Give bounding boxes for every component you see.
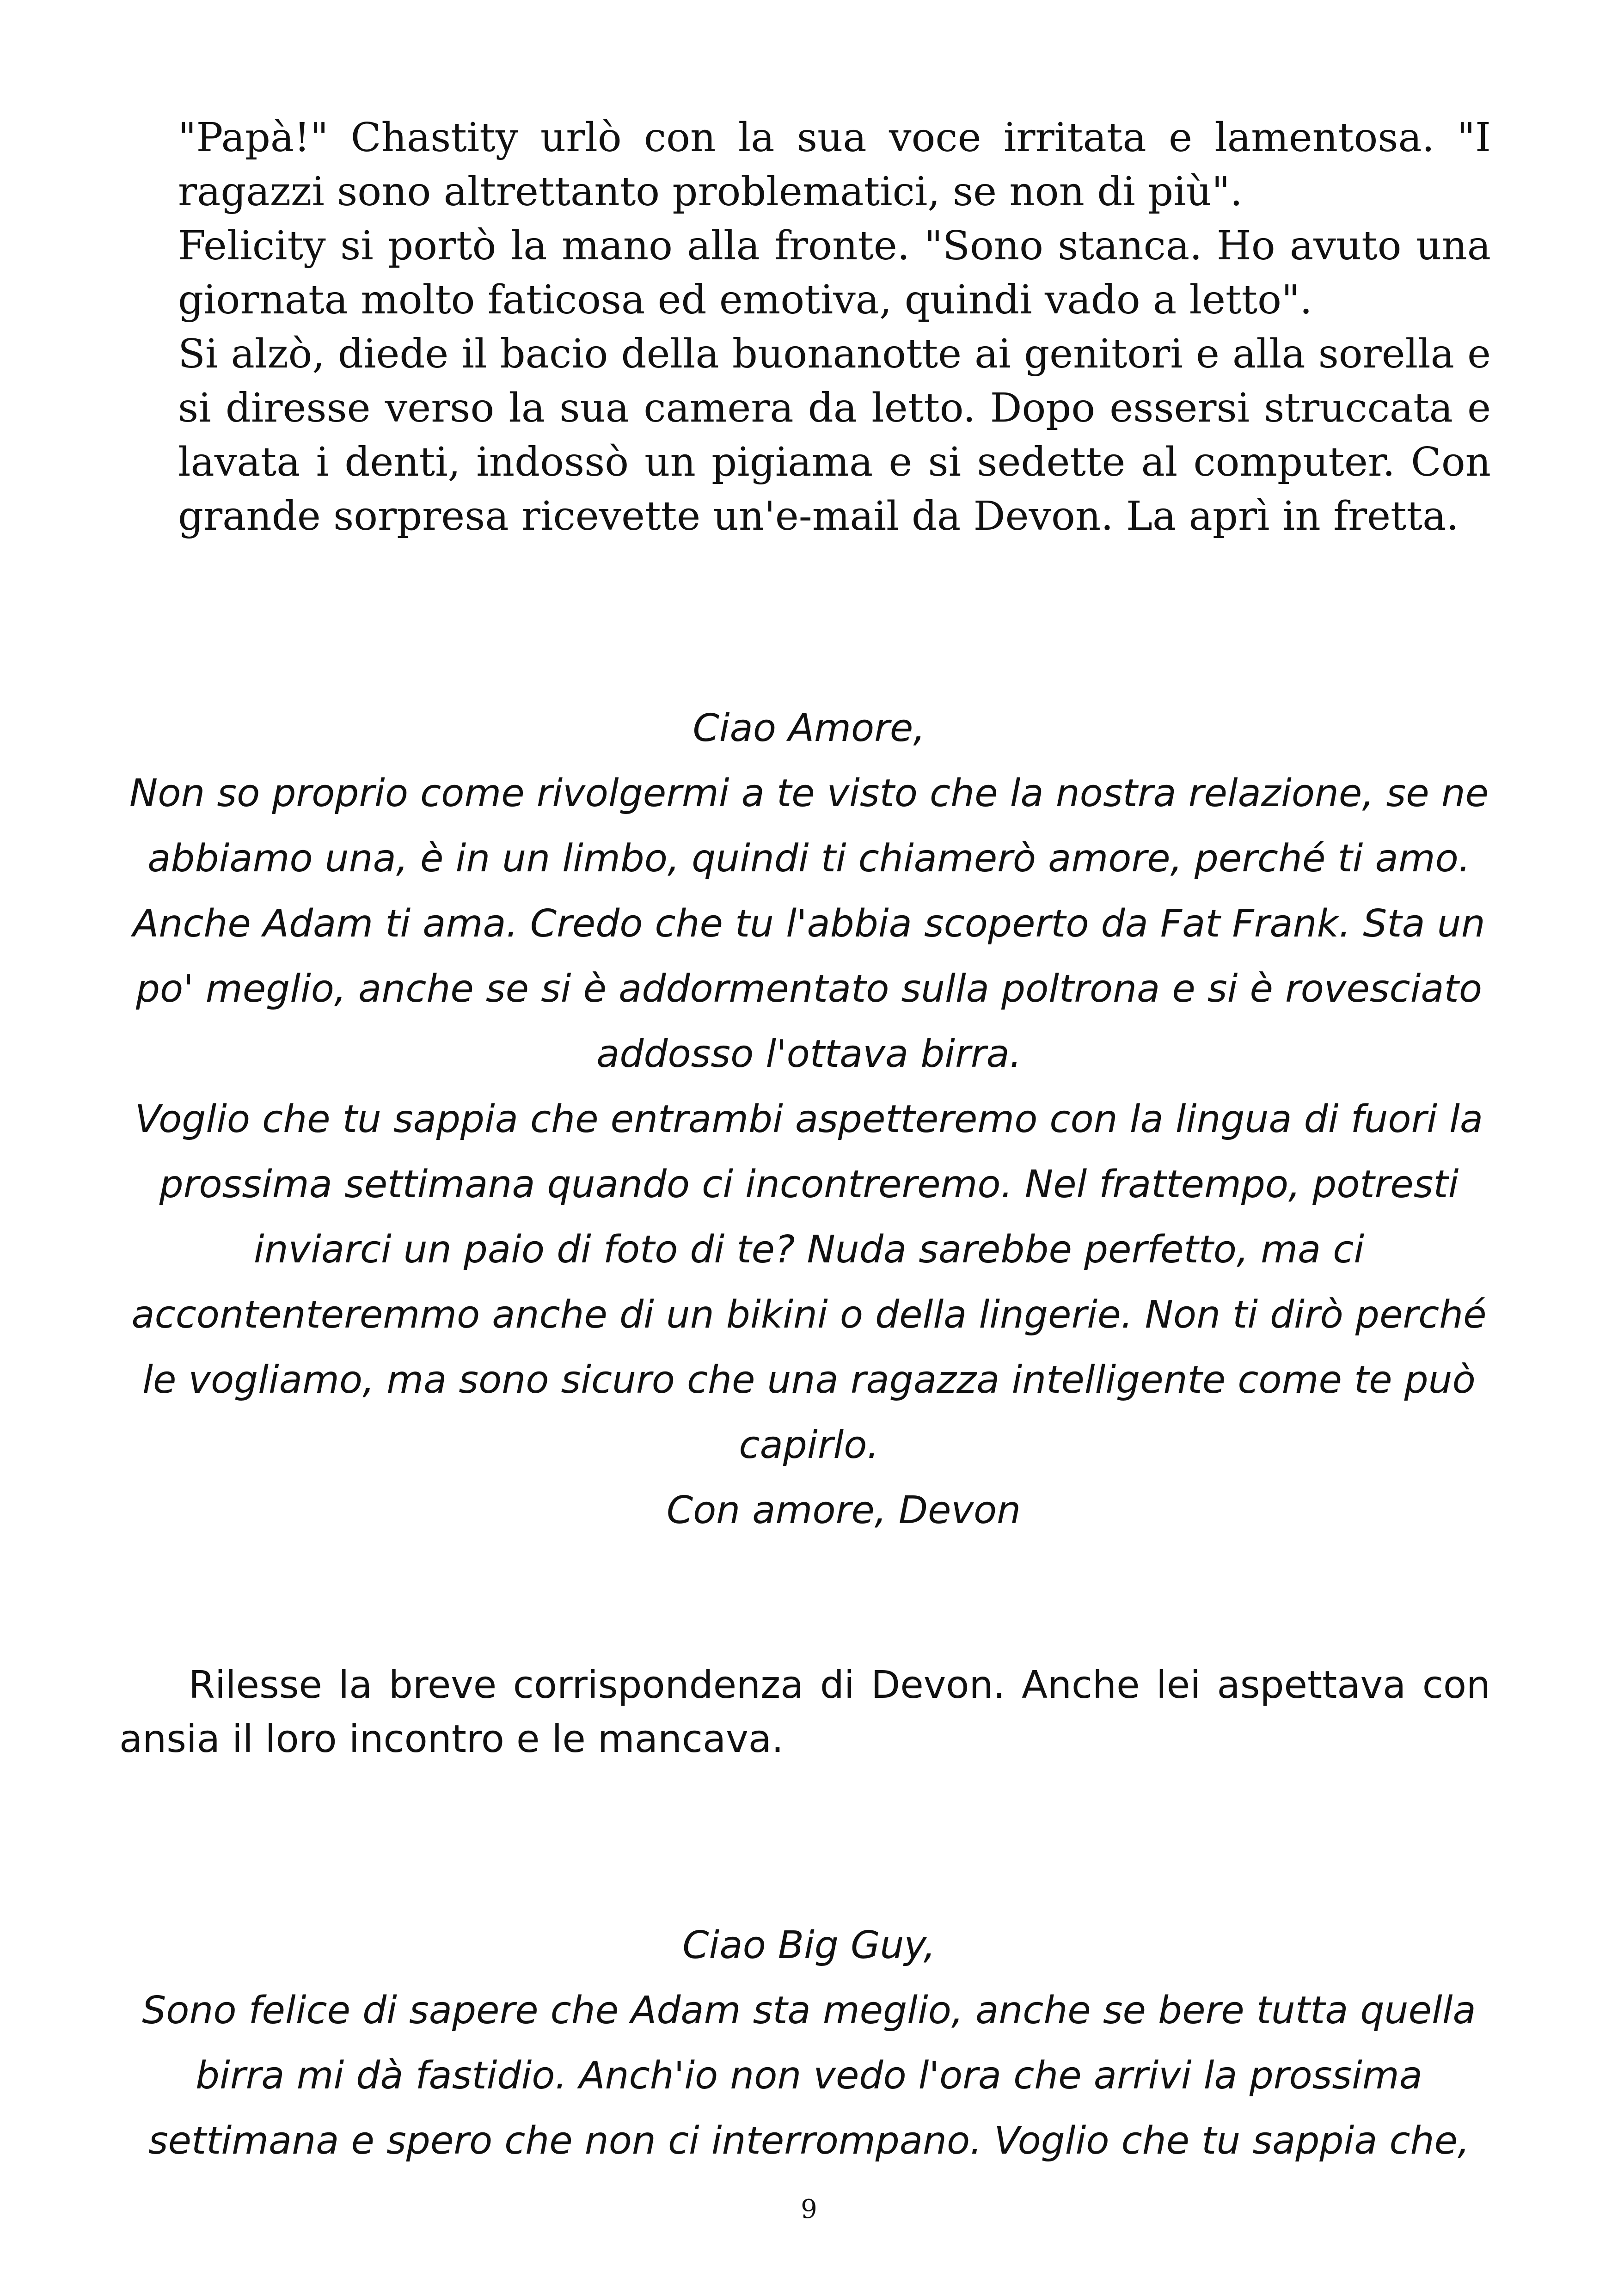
letter-reply [116,1913,1502,2174]
letter-salutation: Ciao Amore, [693,706,925,750]
paragraph-felicity-tired: Felicity si portò la mano alla fronte. "Sono stanca. Ho avuto una giornata molto faticosa ed emotiva, quindi vado a letto". [178,223,1491,323]
letter-from-devon [116,696,1502,1543]
narrative-paragraph: Rilesse la breve corrispondenza di Devon. Anche lei aspettava con ansia il loro incontro e le mancava. [119,1663,1490,1761]
paragraph-chastity: "Papà!" Chastity urlò con la sua voce irritata e lamentosa. "I ragazzi sono altrettanto problematici, se non di più". [178,115,1491,215]
letter-paragraph: Sono felice di sapere che Adam sta meglio, anche se bere tutta quella birra mi dà fastidio. Anch'io non vedo l'ora che arrivi la prossima settimana e spero che non ci interrompano. Voglio che tu sappia che, [142,1989,1476,2163]
letter-salutation: Ciao Big Guy, [682,1923,936,1967]
letter-paragraph: Non so proprio come rivolgermi a te visto che la nostra relazione, se ne abbiamo una, è in un limbo, quindi ti chiamerò amore, perché ti amo. Anche Adam ti ama. Credo che tu l'abbia scoperto da Fat Frank. Sta un po' meglio, anche se si è addormentato sulla poltrona e si è rovesciato addosso l'ottava birra. [129,771,1489,1076]
page-number: 9 [801,2194,817,2224]
paragraph-email-arrival: Si alzò, diede il bacio della buonanotte ai genitori e alla sorella e si diresse verso la sua camera da letto. Dopo essersi struccata e lavata i denti, indossò un pigiama e si sedette al computer. Con grande sorpresa ricevette un'e-mail da Devon. La aprì in fretta. [178,331,1491,539]
opening-paragraphs [178,111,1491,544]
letter-signoff: Con amore, Devon [666,1488,1021,1532]
letter-paragraph: Voglio che tu sappia che entrambi aspetteremo con la lingua di fuori la prossima settimana quando ci incontreremo. Nel frattempo, potresti inviarci un paio di foto di te? Nuda sarebbe perfetto, ma ci accontenteremmo anche di un bikini o della lingerie. Non ti dirò perché le vogliamo, ma sono sicuro che una ragazza intelligente come te può capirlo. [131,1097,1487,1467]
